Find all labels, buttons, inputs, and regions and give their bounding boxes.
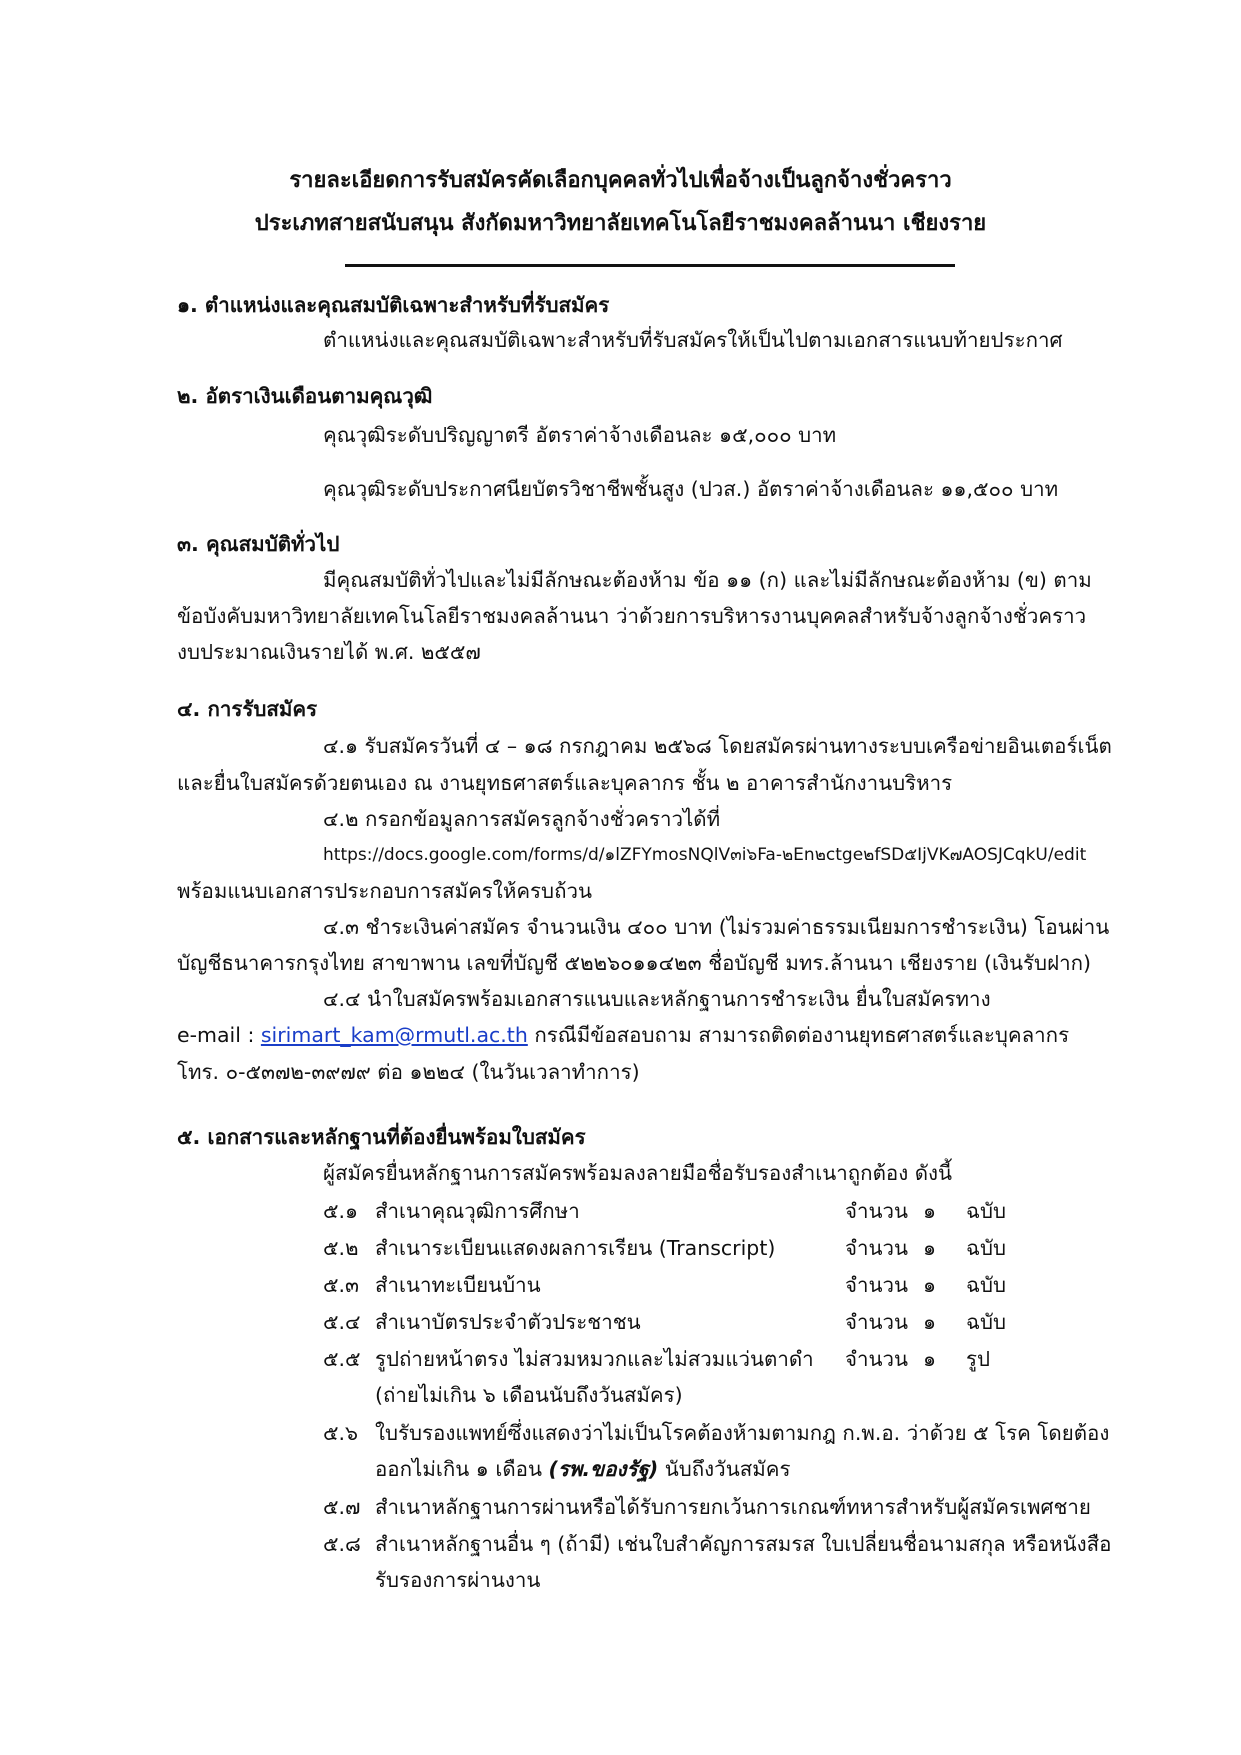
section-4-heading: ๔. การรับสมัคร: [177, 697, 318, 721]
doc-item-number: ๕.๓: [323, 1273, 360, 1297]
section-4-1-line-1: ๔.๑ รับสมัครวันที่ ๔ – ๑๘ กรกฎาคม ๒๕๖๘ โดยสมัครผ่านทางระบบเครือข่ายอินเตอร์เน็ต: [323, 734, 1112, 758]
doc-item-text: สำเนาทะเบียนบ้าน: [375, 1273, 541, 1297]
section-3-line-2: ข้อบังคับมหาวิทยาลัยเทคโนโลยีราชมงคลล้านนา ว่าด้วยการบริหารงานบุคคลสำหรับจ้างลูกจ้างชั่วคราว: [177, 604, 1087, 628]
doc-item-number: ๕.๗: [323, 1495, 361, 1519]
item-8-line-2: รับรองการผ่านงาน: [375, 1568, 541, 1592]
doc-item-qty: ๑: [923, 1273, 937, 1297]
doc-item-qty-label: จำนวน: [845, 1273, 909, 1297]
section-3-heading: ๓. คุณสมบัติทั่วไป: [177, 532, 340, 556]
doc-item-qty-label: จำนวน: [845, 1199, 909, 1223]
doc-item-number: ๕.๒: [323, 1236, 359, 1260]
section-3-line-1: มีคุณสมบัติทั่วไปและไม่มีลักษณะต้องห้าม ข้อ ๑๑ (ก) และไม่มีลักษณะต้องห้าม (ข) ตาม: [323, 568, 1092, 592]
doc-title-line-1: รายละเอียดการรับสมัครคัดเลือกบุคคลทั่วไปเพื่อจ้างเป็นลูกจ้างชั่วคราว: [289, 168, 952, 193]
title-underline: [345, 264, 955, 267]
email-link[interactable]: sirimart_kam@rmutl.ac.th: [260, 1023, 528, 1047]
doc-item-number: ๕.๕: [323, 1347, 361, 1371]
section-5-heading: ๕. เอกสารและหลักฐานที่ต้องยื่นพร้อมใบสมัคร: [177, 1125, 586, 1149]
doc-item-number: ๕.๘: [323, 1532, 361, 1556]
section-1-text: ตำแหน่งและคุณสมบัติเฉพาะสำหรับที่รับสมัครให้เป็นไปตามเอกสารแนบท้ายประกาศ: [323, 328, 1063, 352]
doc-item-qty-label: จำนวน: [845, 1347, 909, 1371]
doc-item-number: ๕.๔: [323, 1310, 361, 1334]
email-suffix: กรณีมีข้อสอบถาม สามารถติดต่องานยุทธศาสตร์และบุคลากร: [527, 1023, 1070, 1047]
doc-item-qty: ๑: [923, 1236, 937, 1260]
doc-item-qty-label: จำนวน: [845, 1310, 909, 1334]
item-6-line-1: ใบรับรองแพทย์ซึ่งแสดงว่าไม่เป็นโรคต้องห้ามตามกฎ ก.พ.อ. ว่าด้วย ๕ โรค โดยต้อง: [375, 1421, 1110, 1445]
section-4-4-line-2: [177, 1023, 1069, 1048]
section-1-heading: ๑. ตำแหน่งและคุณสมบัติเฉพาะสำหรับที่รับสมัคร: [177, 293, 610, 317]
doc-item-qty-label: จำนวน: [845, 1236, 909, 1260]
doc-item-qty: ๑: [923, 1199, 937, 1223]
item-6-line-2: [375, 1457, 790, 1482]
salary-bachelor: คุณวุฒิระดับปริญญาตรี อัตราค่าจ้างเดือนละ ๑๕,๐๐๐ บาท: [323, 423, 837, 447]
doc-item-number: ๕.๖: [323, 1421, 359, 1445]
section-4-2-line-3: พร้อมแนบเอกสารประกอบการสมัครให้ครบถ้วน: [177, 879, 593, 903]
doc-title-line-2: ประเภทสายสนับสนุน สังกัดมหาวิทยาลัยเทคโนโลยีราชมงคลล้านนา เชียงราย: [254, 211, 987, 236]
doc-item-text: สำเนาบัตรประจำตัวประชาชน: [375, 1310, 641, 1334]
government-hospital-note: (รพ.ของรัฐ): [548, 1457, 659, 1481]
section-4-3-line-1: ๔.๓ ชำระเงินค่าสมัคร จำนวนเงิน ๔๐๐ บาท (ไม่รวมค่าธรรมเนียมการชำระเงิน) โอนผ่าน: [323, 915, 1110, 939]
item-8-line-1: สำเนาหลักฐานอื่น ๆ (ถ้ามี) เช่นใบสำคัญการสมรส ใบเปลี่ยนชื่อนามสกุล หรือหนังสือ: [375, 1532, 1112, 1556]
doc-item-number: ๕.๑: [323, 1199, 359, 1223]
section-4-3-line-2: บัญชีธนาคารกรุงไทย สาขาพาน เลขที่บัญชี ๕๒๒๖๐๑๑๔๒๓ ชื่อบัญชี มทร.ล้านนา เชียงราย (เงินรับฝาก): [177, 951, 1092, 975]
section-4-2-line-1: ๔.๒ กรอกข้อมูลการสมัครลูกจ้างชั่วคราวได้ที่: [323, 807, 721, 831]
doc-item-unit: รูป: [966, 1347, 991, 1371]
doc-item-text: สำเนาระเบียนแสดงผลการเรียน (Transcript): [375, 1236, 776, 1260]
doc-item-unit: ฉบับ: [966, 1310, 1006, 1334]
section-2-heading: ๒. อัตราเงินเดือนตามคุณวุฒิ: [177, 384, 433, 408]
google-form-url: https://docs.google.com/forms/d/๑lZFYmosNQlV๓i๖Fa-๒En๒ctge๒fSD๕IjVK๗AOSJCqkU/edit: [323, 845, 1087, 865]
section-5-intro: ผู้สมัครยื่นหลักฐานการสมัครพร้อมลงลายมือชื่อรับรองสำเนาถูกต้อง ดังนี้: [323, 1161, 953, 1185]
doc-item-unit: ฉบับ: [966, 1236, 1006, 1260]
doc-item-unit: ฉบับ: [966, 1199, 1006, 1223]
section-3-line-3: งบประมาณเงินรายได้ พ.ศ. ๒๕๕๗: [177, 640, 481, 664]
item-6-text-a: ออกไม่เกิน ๑ เดือน: [375, 1457, 549, 1481]
doc-item-text: สำเนาคุณวุฒิการศึกษา: [375, 1199, 580, 1223]
doc-item-note: (ถ่ายไม่เกิน ๖ เดือนนับถึงวันสมัคร): [375, 1383, 683, 1407]
doc-item-qty: ๑: [923, 1310, 937, 1334]
doc-item-text: รูปถ่ายหน้าตรง ไม่สวมหมวกและไม่สวมแว่นตาดำ: [375, 1347, 814, 1371]
email-prefix: e-mail :: [177, 1023, 261, 1047]
item-6-text-c: นับถึงวันสมัคร: [658, 1457, 791, 1481]
doc-item-qty: ๑: [923, 1347, 937, 1371]
section-4-4-line-1: ๔.๔ นำใบสมัครพร้อมเอกสารแนบและหลักฐานการชำระเงิน ยื่นใบสมัครทาง: [323, 987, 991, 1011]
section-4-4-line-3: โทร. ๐-๕๓๗๒-๓๙๗๙ ต่อ ๑๒๒๔ (ในวันเวลาทำการ): [177, 1060, 640, 1084]
section-4-1-line-2: และยื่นใบสมัครด้วยตนเอง ณ งานยุทธศาสตร์และบุคลากร ชั้น ๒ อาคารสำนักงานบริหาร: [177, 771, 953, 795]
doc-item-unit: ฉบับ: [966, 1273, 1006, 1297]
item-7-text: สำเนาหลักฐานการผ่านหรือได้รับการยกเว้นการเกณฑ์ทหารสำหรับผู้สมัครเพศชาย: [375, 1495, 1091, 1519]
salary-diploma: คุณวุฒิระดับประกาศนียบัตรวิชาชีพชั้นสูง (ปวส.) อัตราค่าจ้างเดือนละ ๑๑,๕๐๐ บาท: [323, 477, 1059, 501]
